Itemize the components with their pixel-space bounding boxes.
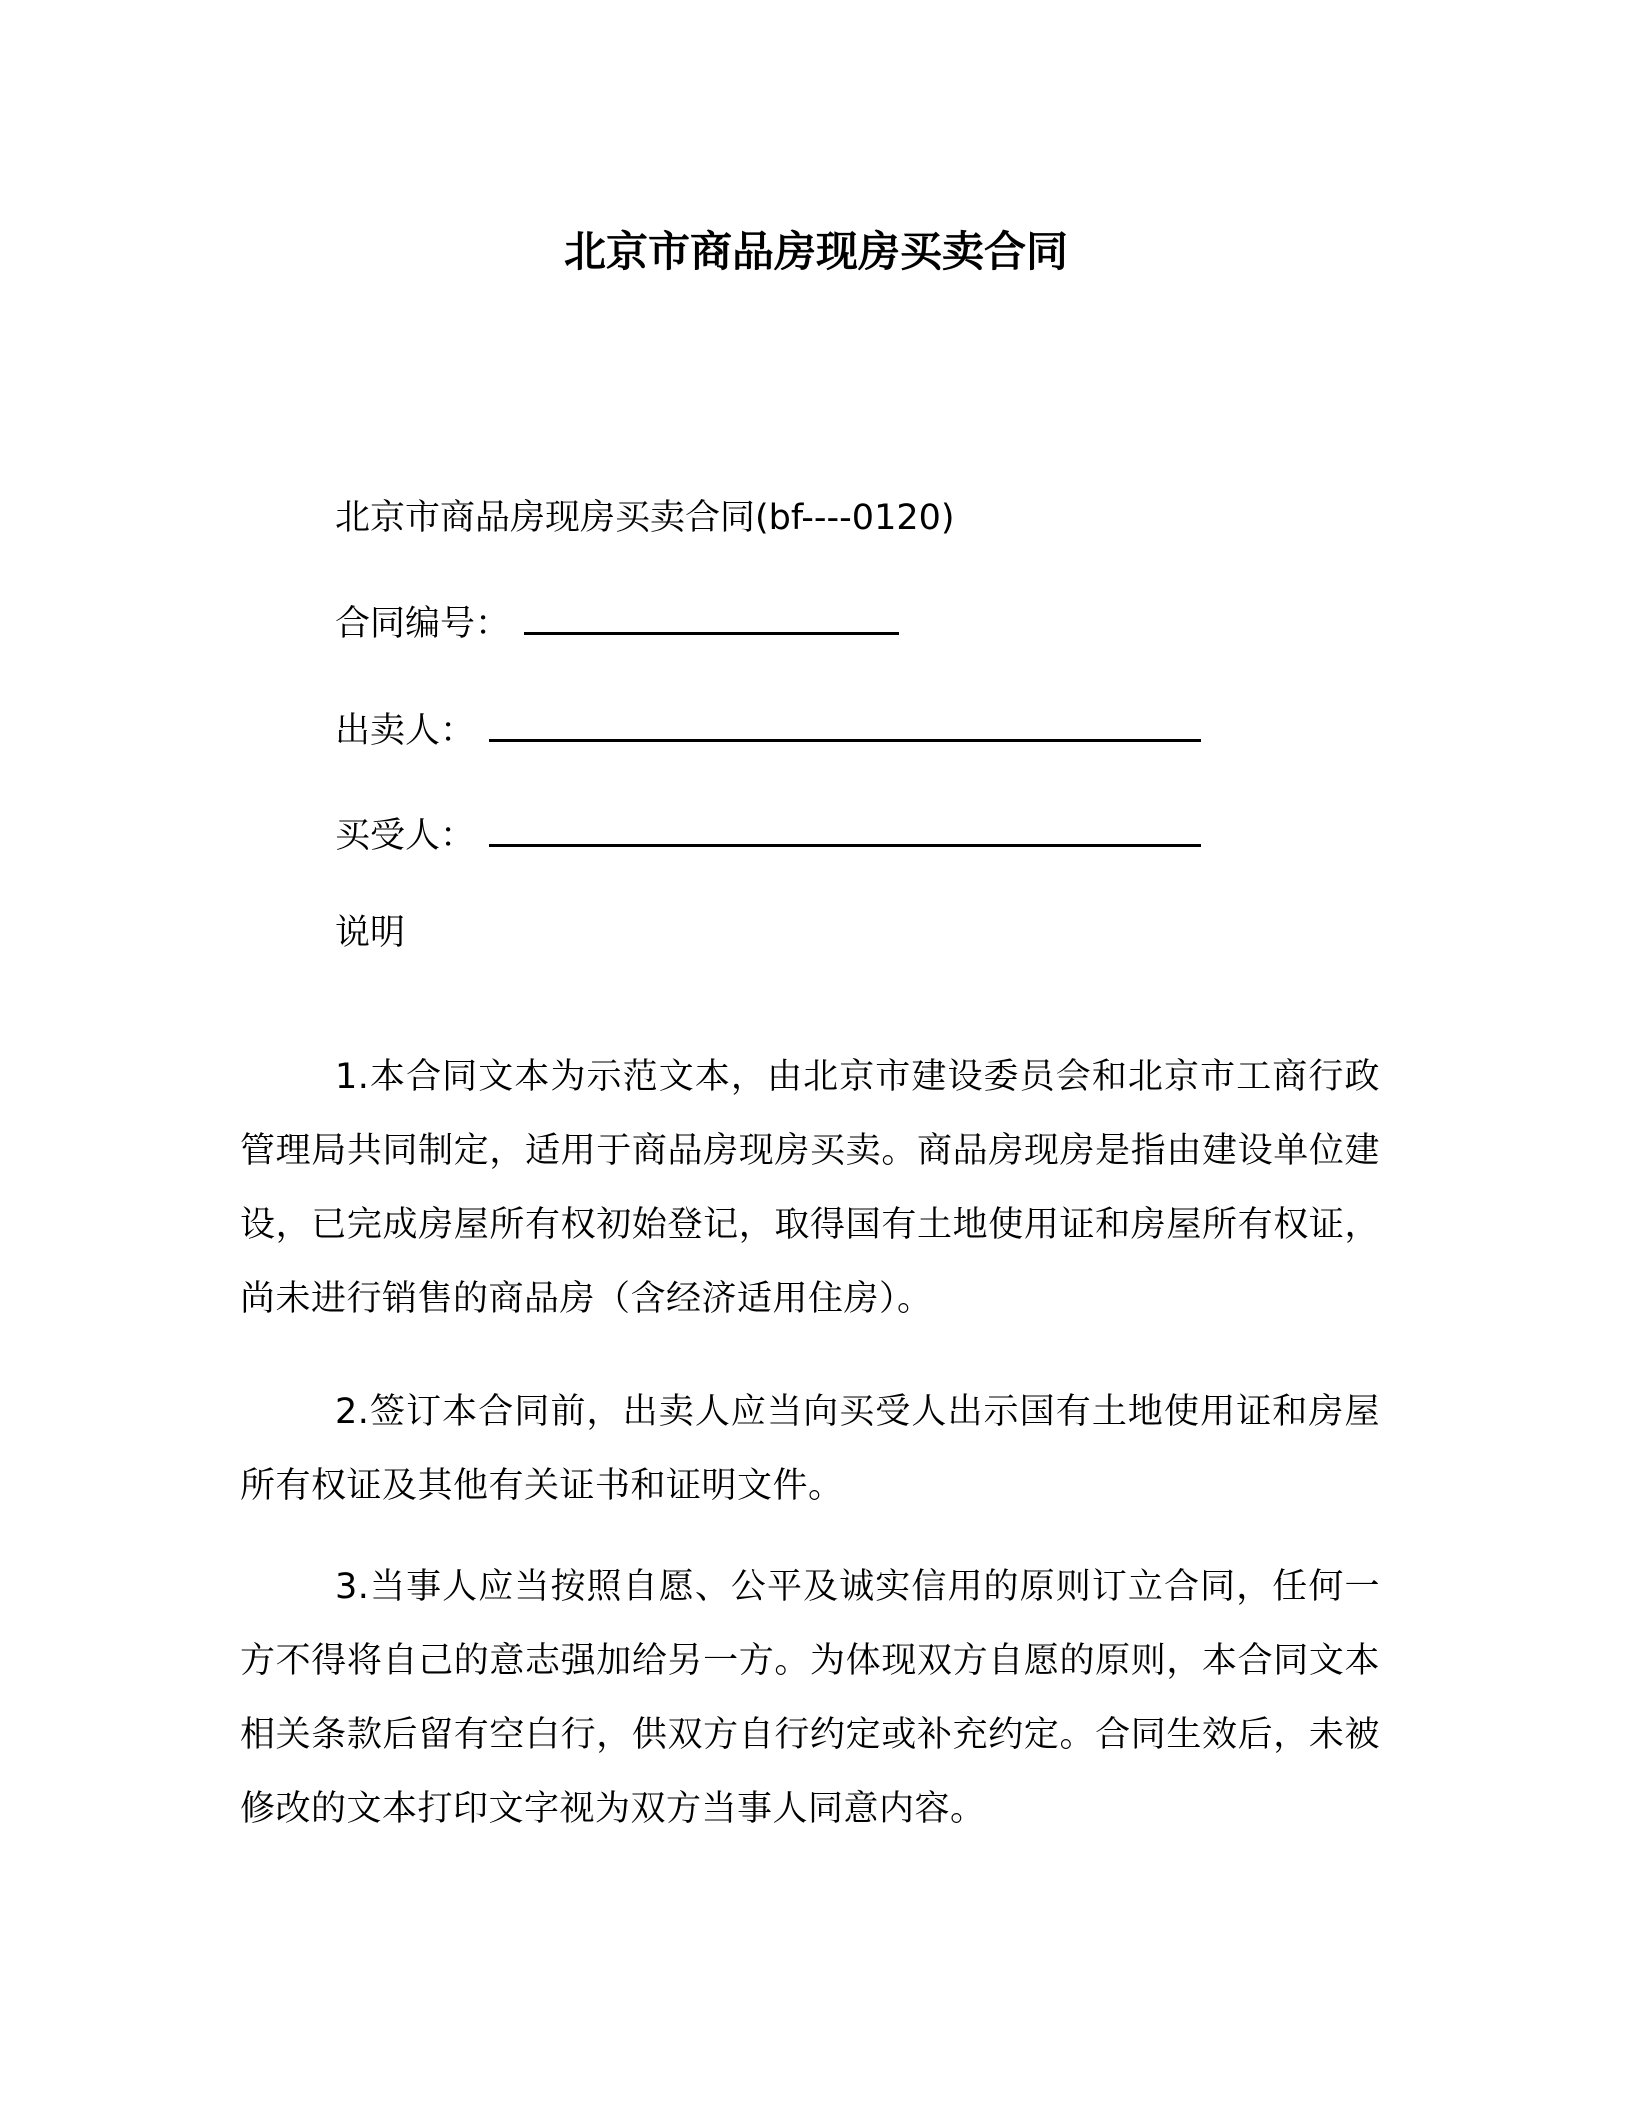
document-title: 北京市商品房现房买卖合同 (563, 227, 1068, 276)
buyer-label: 买受人： (335, 816, 476, 856)
contract-subtitle: 北京市商品房现房买卖合同(bf----0120) (335, 498, 955, 538)
section-heading-explanation: 说明 (335, 913, 406, 953)
seller-blank[interactable] (489, 705, 1201, 742)
contract-number-blank[interactable] (524, 598, 899, 635)
paragraph-2: 2.签订本合同前，出卖人应当向买受人出示国有土地使用证和房屋所有权证及其他有关证书和证明文件。 (240, 1392, 1380, 1506)
contract-number-label: 合同编号： (335, 604, 511, 644)
contract-number-field (335, 598, 899, 649)
buyer-field (335, 810, 1201, 861)
seller-label: 出卖人： (335, 711, 476, 751)
seller-field (335, 705, 1201, 756)
paragraph-3: 3.当事人应当按照自愿、公平及诚实信用的原则订立合同，任何一方不得将自己的意志强加给另一方。为体现双方自愿的原则，本合同文本相关条款后留有空白行，供双方自行约定或补充约定。合同生效后，未被修改的文本打印文字视为双方当事人同意内容。 (240, 1567, 1380, 1829)
paragraph-1: 1.本合同文本为示范文本，由北京市建设委员会和北京市工商行政管理局共同制定，适用于商品房现房买卖。商品房现房是指由建设单位建设，已完成房屋所有权初始登记，取得国有土地使用证和房屋所有权证，尚未进行销售的商品房（含经济适用住房）。 (240, 1057, 1380, 1319)
buyer-blank[interactable] (489, 810, 1201, 847)
